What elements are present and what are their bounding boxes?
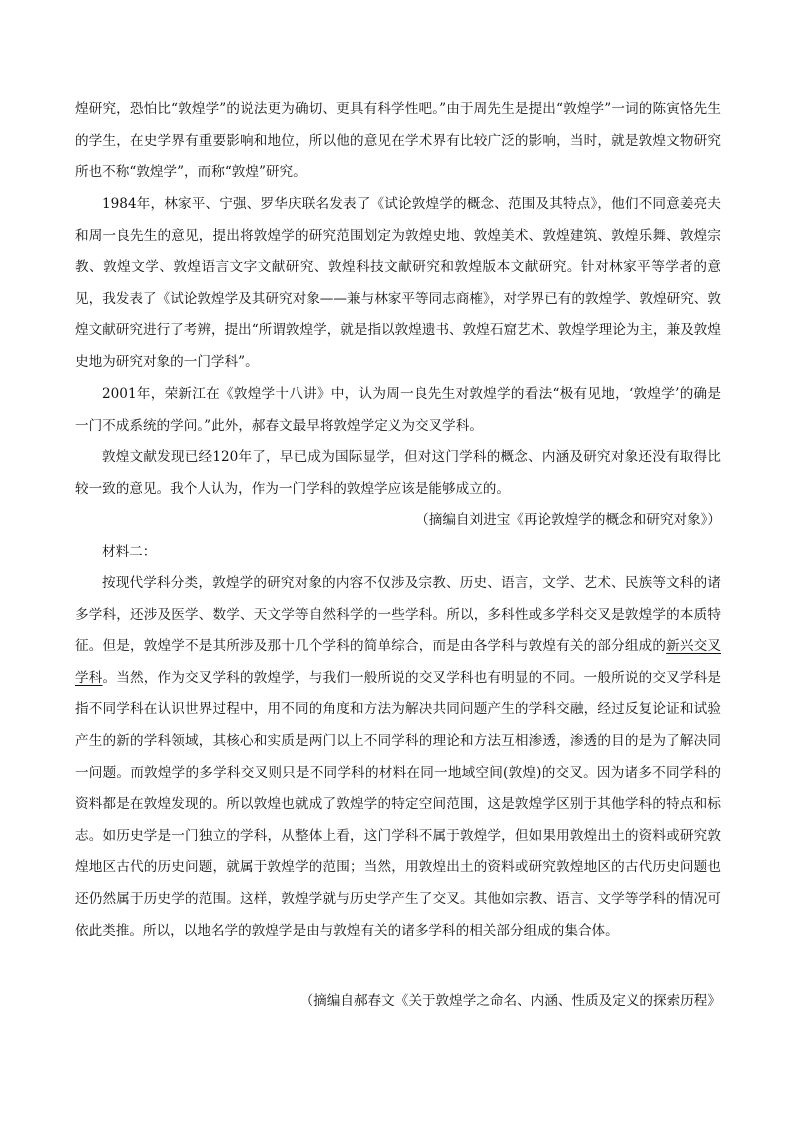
material1-paragraph-conclusion: 敦煌文献发现已经120年了，早已成为国际显学，但对这门学科的概念、内涵及研究对象还没有取得比较一致的意见。我个人认为，作为一门学科的敦煌学应该是能够成立的。: [75, 449, 721, 497]
material2-source: （摘编自郝春文《关于敦煌学之命名、内涵、性质及定义的探索历程》: [299, 993, 721, 1009]
material1-source: （摘编自刘进宝《再论敦煌学的概念和研究对象》）: [415, 512, 721, 528]
material1-paragraph-2001: 2001年，荣新江在《敦煌学十八讲》中，认为周一良先生对敦煌学的看法“极有见地，‘敦煌学’的确是一门不成系统的学问。”此外，郝春文最早将敦煌学定义为交叉学科。: [75, 386, 721, 434]
material2-heading: 材料二：: [102, 544, 157, 560]
material2-text-before: 按现代学科分类，敦煌学的研究对象的内容不仅涉及宗教、历史、语言，文学、艺术、民族等文科的诸多学科，还涉及医学、数学、天文学等自然科学的一些学科。所以，多科性或多学科交叉是敦煌学的本质特征。但是，敦煌学不是其所涉及那十几个学科的简单综合，而是由各学科与敦煌有关的部分组成的: [75, 575, 721, 655]
underlined-term: 新兴交叉学科: [75, 638, 722, 686]
material2-text-after: 。当然，作为交叉学科的敦煌学，与我们一般所说的交叉学科也有明显的不同。一般所说的交叉学科是指不同学科在认识世界过程中，用不同的角度和方法为解决共同问题产生的学科交融，经过反复论证和试验产生的新的学科领域，其核心和实质是两门以上不同学科的理论和方法互相渗透，渗透的目的是为了解决同一问题。而敦煌学的多学科交叉则只是不同学科的材料在同一地域空间(敦煌)的交叉。因为诸多不同学科的资料都是在敦煌发现的。所以敦煌也就成了敦煌学的特定空间范围，这是敦煌学区别于其他学科的特点和标志。如历史学是一门独立的学科，从整体上看，这门学科不属于敦煌学，但如果用敦煌出土的资料或研究敦煌地区古代的历史问题，就属于敦煌学的范围；当然，用敦煌出土的资料或研究敦煌地区的古代历史问题也还仍然属于历史学的范围。这样，敦煌学就与历史学产生了交叉。其他如宗教、语言、文学等学科的情况可依此类推。所以，以地名学的敦煌学是由与敦煌有关的诸多学科的相关部分组成的集合体。: [75, 669, 722, 939]
material1-paragraph-continued: 煌研究，恐怕比“敦煌学”的说法更为确切、更具有科学性吧。”由于周先生是提出“敦煌学”一词的陈寅恪先生的学生，在史学界有重要影响和地位，所以他的意见在学术界有比较广泛的影响，当时，就是敦煌文物研究所也不称“敦煌学”，而称“敦煌”研究。: [75, 101, 721, 181]
material2-paragraph: [75, 568, 721, 947]
material1-paragraph-1984: 1984年，林家平、宁强、罗华庆联名发表了《试论敦煌学的概念、范围及其特点》，他们不同意姜亮夫和周一良先生的意见，提出将敦煌学的研究范围划定为敦煌史地、敦煌美术、敦煌建筑、敦煌乐舞、敦煌宗教、敦煌文学、敦煌语言文字文献研究、敦煌科技文献研究和敦煌版本文献研究。针对林家平等学者的意见，我发表了《试论敦煌学及其研究对象——兼与林家平等同志商榷》，对学界已有的敦煌学、敦煌研究、敦煌文献研究进行了考辨，提出“所谓敦煌学，就是指以敦煌遗书、敦煌石窟艺术、敦煌学理论为主，兼及敦煌史地为研究对象的一门学科”。: [75, 196, 721, 370]
